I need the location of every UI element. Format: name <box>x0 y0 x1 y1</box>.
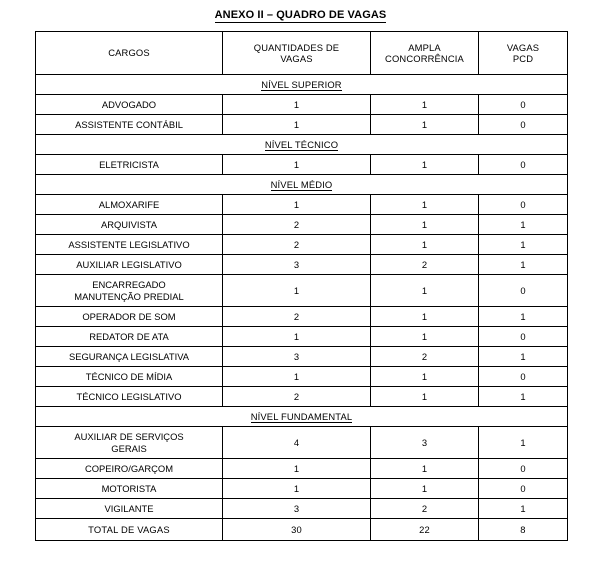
cell-cargo: REDATOR DE ATA <box>36 327 223 347</box>
table-row <box>36 275 568 307</box>
table-row <box>36 115 568 135</box>
cell-quantidade: 1 <box>223 479 371 499</box>
table-row <box>36 459 568 479</box>
section-header-row <box>36 135 568 155</box>
cell-pcd: 1 <box>479 427 568 459</box>
cell-cargo: VIGILANTE <box>36 499 223 519</box>
cell-quantidade: 1 <box>223 115 371 135</box>
table-row <box>36 215 568 235</box>
section-header-cell <box>36 407 568 427</box>
cell-pcd: 1 <box>479 347 568 367</box>
table-header-row <box>36 32 568 75</box>
cell-cargo <box>36 427 223 459</box>
section-header-label: NÍVEL SUPERIOR <box>261 78 342 90</box>
column-header-ampla-line1: AMPLA <box>408 41 441 53</box>
cell-cargo: ALMOXARIFE <box>36 195 223 215</box>
section-header-row <box>36 407 568 427</box>
column-header-quantidades <box>223 32 371 75</box>
column-header-quantidades-line2: VAGAS <box>280 53 313 64</box>
table-body <box>36 75 568 541</box>
cell-pcd: 0 <box>479 275 568 307</box>
table-row <box>36 427 568 459</box>
cell-ampla: 1 <box>371 115 479 135</box>
total-row <box>36 519 568 541</box>
cell-ampla: 1 <box>371 95 479 115</box>
cell-pcd: 0 <box>479 479 568 499</box>
cell-quantidade: 1 <box>223 195 371 215</box>
total-ampla: 22 <box>371 519 479 541</box>
table-row <box>36 95 568 115</box>
cell-cargo-line2: GERAIS <box>111 442 147 454</box>
cell-ampla: 1 <box>371 327 479 347</box>
cell-quantidade: 3 <box>223 499 371 519</box>
cell-cargo: ARQUIVISTA <box>36 215 223 235</box>
table-row <box>36 499 568 519</box>
total-quantidade: 30 <box>223 519 371 541</box>
cell-cargo-line1: AUXILIAR DE SERVIÇOS <box>74 431 184 442</box>
cell-cargo: TÉCNICO LEGISLATIVO <box>36 387 223 407</box>
column-header-cargos-line1: CARGOS <box>108 47 150 59</box>
table-header <box>36 32 568 75</box>
table-row <box>36 367 568 387</box>
cell-cargo: ADVOGADO <box>36 95 223 115</box>
cell-cargo: SEGURANÇA LEGISLATIVA <box>36 347 223 367</box>
cell-pcd: 0 <box>479 115 568 135</box>
cell-cargo-line2: MANUTENÇÃO PREDIAL <box>74 290 184 302</box>
cell-pcd: 1 <box>479 235 568 255</box>
table-row <box>36 327 568 347</box>
cell-ampla: 2 <box>371 255 479 275</box>
cell-quantidade: 1 <box>223 459 371 479</box>
cell-pcd: 0 <box>479 459 568 479</box>
cell-quantidade: 3 <box>223 255 371 275</box>
section-header-cell <box>36 135 568 155</box>
section-header-label: NÍVEL TÉCNICO <box>264 138 339 150</box>
cell-pcd: 0 <box>479 367 568 387</box>
cell-ampla: 1 <box>371 155 479 175</box>
cell-ampla: 1 <box>371 479 479 499</box>
total-label: TOTAL DE VAGAS <box>36 519 223 541</box>
cell-quantidade: 1 <box>223 275 371 307</box>
cell-pcd: 1 <box>479 255 568 275</box>
page-title-text: ANEXO II – QUADRO DE VAGAS <box>214 9 387 21</box>
column-header-pcd <box>479 32 568 75</box>
column-header-ampla <box>371 32 479 75</box>
cell-ampla: 1 <box>371 275 479 307</box>
cell-cargo: ELETRICISTA <box>36 155 223 175</box>
cell-pcd: 0 <box>479 155 568 175</box>
column-header-cargos <box>36 32 223 75</box>
table-row <box>36 155 568 175</box>
cell-cargo: AUXILIAR LEGISLATIVO <box>36 255 223 275</box>
cell-ampla: 1 <box>371 195 479 215</box>
table-row <box>36 387 568 407</box>
table-row <box>36 479 568 499</box>
cell-pcd: 0 <box>479 195 568 215</box>
cell-cargo: OPERADOR DE SOM <box>36 307 223 327</box>
cell-ampla: 3 <box>371 427 479 459</box>
section-header-label: NÍVEL MÉDIO <box>270 178 333 190</box>
cell-pcd: 0 <box>479 95 568 115</box>
cell-quantidade: 2 <box>223 387 371 407</box>
cell-cargo: TÉCNICO DE MÍDIA <box>36 367 223 387</box>
cell-quantidade: 4 <box>223 427 371 459</box>
cell-cargo: ASSISTENTE CONTÁBIL <box>36 115 223 135</box>
cell-cargo-line1: ENCARREGADO <box>92 279 166 290</box>
cell-ampla: 1 <box>371 215 479 235</box>
table-row <box>36 307 568 327</box>
column-header-ampla-line2: CONCORRÊNCIA <box>385 53 464 64</box>
table-row <box>36 255 568 275</box>
cell-quantidade: 2 <box>223 307 371 327</box>
cell-quantidade: 2 <box>223 215 371 235</box>
section-header-cell <box>36 75 568 95</box>
cell-pcd: 1 <box>479 387 568 407</box>
cell-cargo <box>36 275 223 307</box>
table-row <box>36 347 568 367</box>
section-header-row <box>36 175 568 195</box>
section-header-cell <box>36 175 568 195</box>
cell-ampla: 1 <box>371 235 479 255</box>
cell-pcd: 1 <box>479 499 568 519</box>
cell-quantidade: 3 <box>223 347 371 367</box>
table-row <box>36 195 568 215</box>
cell-quantidade: 1 <box>223 327 371 347</box>
cell-ampla: 2 <box>371 347 479 367</box>
total-pcd: 8 <box>479 519 568 541</box>
cell-ampla: 1 <box>371 387 479 407</box>
cell-cargo: MOTORISTA <box>36 479 223 499</box>
cell-pcd: 1 <box>479 215 568 235</box>
section-header-label: NÍVEL FUNDAMENTAL <box>250 410 353 422</box>
page-title <box>0 9 601 22</box>
cell-quantidade: 2 <box>223 235 371 255</box>
cell-ampla: 2 <box>371 499 479 519</box>
cell-quantidade: 1 <box>223 95 371 115</box>
cell-cargo: ASSISTENTE LEGISLATIVO <box>36 235 223 255</box>
column-header-quantidades-line1: QUANTIDADES DE <box>253 41 340 53</box>
cell-ampla: 1 <box>371 459 479 479</box>
cell-pcd: 1 <box>479 307 568 327</box>
cell-quantidade: 1 <box>223 155 371 175</box>
table-row <box>36 235 568 255</box>
cell-ampla: 1 <box>371 307 479 327</box>
section-header-row <box>36 75 568 95</box>
cell-ampla: 1 <box>371 367 479 387</box>
cell-pcd: 0 <box>479 327 568 347</box>
vacancy-table <box>35 31 568 541</box>
cell-cargo: COPEIRO/GARÇOM <box>36 459 223 479</box>
column-header-pcd-line2: PCD <box>512 53 534 64</box>
column-header-pcd-line1: VAGAS <box>506 41 540 53</box>
cell-quantidade: 1 <box>223 367 371 387</box>
